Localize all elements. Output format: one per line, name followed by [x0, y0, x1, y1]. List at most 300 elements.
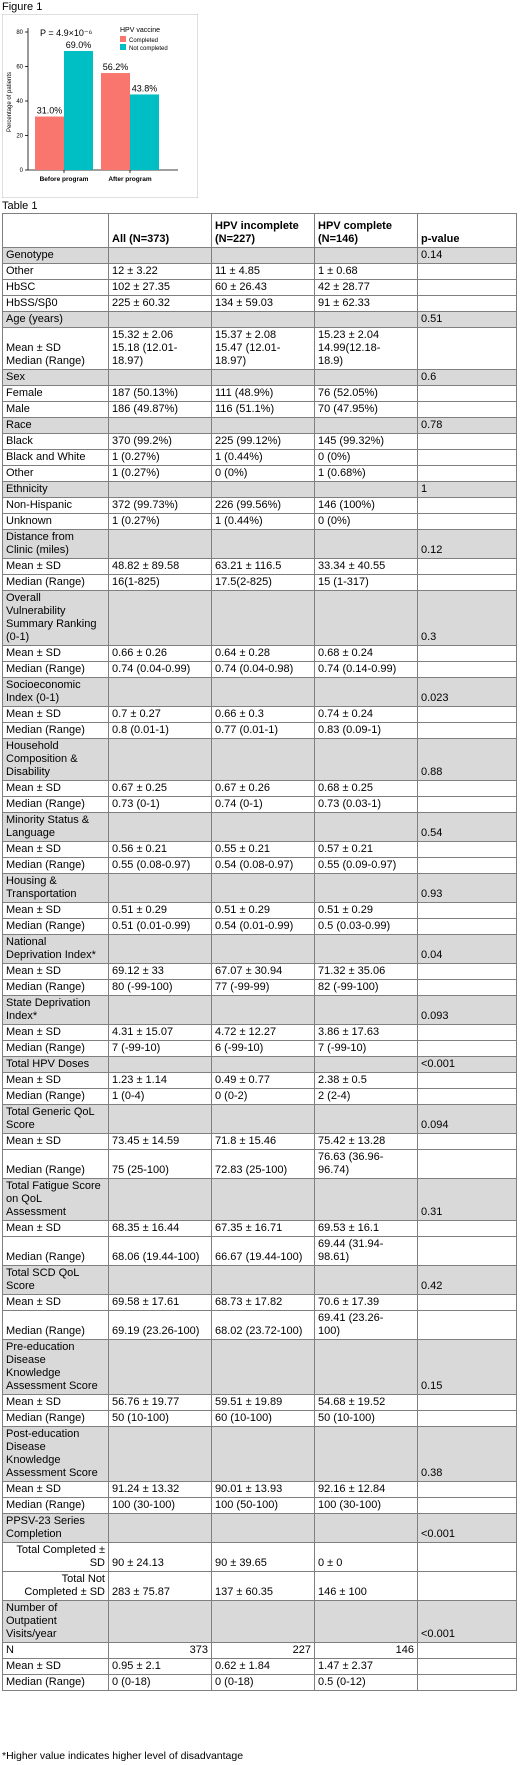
table-cell: 0.74 (0.14-0.99): [315, 662, 418, 678]
table-row: [3, 296, 517, 312]
table-cell: [109, 996, 212, 1025]
table-label: Table 1: [2, 200, 38, 212]
row-label: Overall Vulnerability Summary Ranking (0-1): [3, 591, 109, 646]
table-cell: 90 ± 39.65: [212, 1543, 315, 1572]
table-section-row: [3, 1105, 517, 1134]
row-label: Household Composition & Disability: [3, 739, 109, 781]
table-cell: 0.5 (0.03-0.99): [315, 919, 418, 935]
table-row: [3, 1675, 517, 1691]
p-value-cell: <0.001: [418, 1057, 517, 1073]
table-row: [3, 450, 517, 466]
y-tick-label: 60: [16, 64, 23, 71]
table-cell: 0.56 ± 0.21: [109, 842, 212, 858]
table-cell: [315, 591, 418, 646]
table-cell: [315, 935, 418, 964]
bar-data-label: 43.8%: [131, 83, 158, 94]
row-label: Post-education Disease Knowledge Assessment Score: [3, 1427, 109, 1482]
row-label: State Deprivation Index*: [3, 996, 109, 1025]
table-cell: 90.01 ± 13.93: [212, 1482, 315, 1498]
table-cell: 17.5(2-825): [212, 575, 315, 591]
table-cell: 0.95 ± 2.1: [109, 1659, 212, 1675]
p-value-cell: [418, 1134, 517, 1150]
table-cell: [109, 1601, 212, 1643]
table-cell: [109, 418, 212, 434]
table-cell: 0.77 (0.01-1): [212, 723, 315, 739]
row-label: Race: [3, 418, 109, 434]
table-cell: 0.73 (0.03-1): [315, 797, 418, 813]
row-label: Non-Hispanic: [3, 498, 109, 514]
p-value-cell: [418, 1411, 517, 1427]
table-cell: [109, 935, 212, 964]
row-label: Median (Range): [3, 980, 109, 996]
table-cell: 59.51 ± 19.89: [212, 1395, 315, 1411]
row-label: Genotype: [3, 248, 109, 264]
row-label: Sex: [3, 370, 109, 386]
row-label: Mean ± SD: [3, 1659, 109, 1675]
table-cell: 0 (0-18): [212, 1675, 315, 1691]
table-cell: [212, 1105, 315, 1134]
table-cell: [315, 739, 418, 781]
table-row: [3, 781, 517, 797]
table-cell: 92.16 ± 12.84: [315, 1482, 418, 1498]
p-value-cell: [418, 1643, 517, 1659]
table-cell: 0.73 (0-1): [109, 797, 212, 813]
table-cell: 0.74 ± 0.24: [315, 707, 418, 723]
table-cell: 0.66 ± 0.26: [109, 646, 212, 662]
row-label: Distance from Clinic (miles): [3, 530, 109, 559]
table-cell: 225 (99.12%): [212, 434, 315, 450]
table-cell: 0.51 (0.01-0.99): [109, 919, 212, 935]
table-cell: 69.41 (23.26- 100): [315, 1311, 418, 1340]
row-label: Black and White: [3, 450, 109, 466]
table-cell: [109, 530, 212, 559]
table-cell: [315, 678, 418, 707]
table-cell: 227: [212, 1643, 315, 1659]
table-cell: 80 (-99-100): [109, 980, 212, 996]
table-cell: 1.23 ± 1.14: [109, 1073, 212, 1089]
table-cell: [315, 482, 418, 498]
table-cell: 1 (0.27%): [109, 466, 212, 482]
table-cell: [109, 1427, 212, 1482]
legend-swatch-completed: [120, 36, 126, 42]
row-label: Number of Outpatient Visits/year: [3, 1601, 109, 1643]
table-cell: 50 (10-100): [315, 1411, 418, 1427]
p-value-cell: 0.88: [418, 739, 517, 781]
row-label: Socioeconomic Index (0-1): [3, 678, 109, 707]
p-value-cell: [418, 328, 517, 370]
table-cell: 1.47 ± 2.37: [315, 1659, 418, 1675]
p-value-cell: [418, 1675, 517, 1691]
table-section-row: [3, 482, 517, 498]
p-value-cell: [418, 723, 517, 739]
table-row: [3, 1311, 517, 1340]
table-cell: 0.51 ± 0.29: [315, 903, 418, 919]
table-cell: 82 (-99-100): [315, 980, 418, 996]
table-cell: 0.49 ± 0.77: [212, 1073, 315, 1089]
table-cell: 54.68 ± 19.52: [315, 1395, 418, 1411]
table-cell: [109, 1057, 212, 1073]
table-cell: 0.62 ± 1.84: [212, 1659, 315, 1675]
row-label: PPSV-23 Series Completion: [3, 1514, 109, 1543]
bar: [130, 94, 159, 170]
table-cell: 11 ± 4.85: [212, 264, 315, 280]
table-cell: [109, 739, 212, 781]
p-value-cell: [418, 662, 517, 678]
table-cell: 16(1-825): [109, 575, 212, 591]
p-value-cell: [418, 858, 517, 874]
table-cell: 67.35 ± 16.71: [212, 1221, 315, 1237]
p-value-cell: [418, 1482, 517, 1498]
row-label: Median (Range): [3, 1498, 109, 1514]
table-row: [3, 707, 517, 723]
chart-svg: [2, 14, 198, 198]
p-value-cell: 0.14: [418, 248, 517, 264]
table-cell: 90 ± 24.13: [109, 1543, 212, 1572]
figure-label: Figure 1: [2, 1, 43, 13]
table-row: [3, 858, 517, 874]
table-cell: [109, 1514, 212, 1543]
table-section-row: [3, 996, 517, 1025]
p-value-cell: [418, 1311, 517, 1340]
table-cell: 75.42 ± 13.28: [315, 1134, 418, 1150]
row-label: Male: [3, 402, 109, 418]
table-cell: 0.67 ± 0.26: [212, 781, 315, 797]
table-cell: 0.66 ± 0.3: [212, 707, 315, 723]
p-value-cell: [418, 980, 517, 996]
table-row: [3, 723, 517, 739]
p-value-cell: [418, 781, 517, 797]
table-cell: 0 (0-2): [212, 1089, 315, 1105]
row-label: Median (Range): [3, 1041, 109, 1057]
table-row: [3, 1134, 517, 1150]
table-cell: [315, 996, 418, 1025]
table-cell: 100 (30-100): [315, 1498, 418, 1514]
row-label: Mean ± SD: [3, 842, 109, 858]
y-tick-label: 80: [16, 30, 23, 36]
table-cell: 6 (-99-10): [212, 1041, 315, 1057]
row-label: Pre-education Disease Knowledge Assessment Score: [3, 1340, 109, 1395]
table-cell: [212, 1340, 315, 1395]
table-section-row: [3, 678, 517, 707]
table-row: [3, 498, 517, 514]
table-cell: 187 (50.13%): [109, 386, 212, 402]
row-label: Mean ± SD: [3, 1482, 109, 1498]
row-label: Total HPV Doses: [3, 1057, 109, 1073]
table-cell: [212, 530, 315, 559]
table-row: [3, 842, 517, 858]
table-cell: 91.24 ± 13.32: [109, 1482, 212, 1498]
table-cell: 0 (0%): [315, 514, 418, 530]
p-value-cell: 0.38: [418, 1427, 517, 1482]
table-cell: 2 (2-4): [315, 1089, 418, 1105]
table-section-row: [3, 874, 517, 903]
table-section-row: [3, 1179, 517, 1221]
table-cell: 15 (1-317): [315, 575, 418, 591]
table-cell: [315, 1057, 418, 1073]
p-value-cell: [418, 707, 517, 723]
table-row: [3, 1482, 517, 1498]
table-cell: [315, 418, 418, 434]
column-header: p-value: [418, 214, 517, 248]
p-value-cell: <0.001: [418, 1514, 517, 1543]
table-row: [3, 264, 517, 280]
row-label: Mean ± SD: [3, 903, 109, 919]
table-section-row: [3, 1057, 517, 1073]
table-cell: [212, 1601, 315, 1643]
row-label: National Deprivation Index*: [3, 935, 109, 964]
table-section-row: [3, 312, 517, 328]
table-row: [3, 386, 517, 402]
table-cell: [109, 312, 212, 328]
column-header: [3, 214, 109, 248]
table-row: [3, 1089, 517, 1105]
table-section-row: [3, 1514, 517, 1543]
table-row: [3, 434, 517, 450]
row-label: Total Fatigue Score on QoL Assessment: [3, 1179, 109, 1221]
p-value-cell: [418, 1221, 517, 1237]
table-cell: 370 (99.2%): [109, 434, 212, 450]
table-row: [3, 575, 517, 591]
table-cell: [315, 248, 418, 264]
y-tick-label: 40: [16, 99, 23, 105]
table-cell: 66.67 (19.44-100): [212, 1237, 315, 1266]
p-value-cell: [418, 575, 517, 591]
hpv-bar-chart: [2, 14, 198, 198]
row-label: N: [3, 1643, 109, 1659]
table-cell: [212, 1179, 315, 1221]
table-cell: 4.72 ± 12.27: [212, 1025, 315, 1041]
row-label: Total Not Completed ± SD: [3, 1572, 109, 1601]
table-row: [3, 280, 517, 296]
bar-data-label: 31.0%: [36, 105, 63, 116]
row-label: Median (Range): [3, 919, 109, 935]
p-value-cell: [418, 1572, 517, 1601]
table-cell: [212, 418, 315, 434]
p-value-cell: [418, 903, 517, 919]
p-value-cell: [418, 1659, 517, 1675]
table-row: [3, 1659, 517, 1675]
table-row: [3, 1295, 517, 1311]
p-value-cell: [418, 1073, 517, 1089]
table-cell: 71.32 ± 35.06: [315, 964, 418, 980]
table-cell: 69.58 ± 17.61: [109, 1295, 212, 1311]
table-section-row: [3, 813, 517, 842]
table-cell: [109, 370, 212, 386]
p-value-cell: [418, 498, 517, 514]
row-label: Mean ± SD: [3, 646, 109, 662]
table-cell: 0 (0%): [315, 450, 418, 466]
table-cell: 146: [315, 1643, 418, 1659]
table-cell: 0.67 ± 0.25: [109, 781, 212, 797]
table-row: [3, 797, 517, 813]
table-cell: 134 ± 59.03: [212, 296, 315, 312]
table-cell: 1 (0.27%): [109, 450, 212, 466]
table-cell: 226 (99.56%): [212, 498, 315, 514]
row-label: Mean ± SD: [3, 781, 109, 797]
table-row: [3, 1237, 517, 1266]
bar: [64, 51, 93, 170]
p-value-cell: [418, 797, 517, 813]
table-section-row: [3, 739, 517, 781]
table-row: [3, 919, 517, 935]
table-cell: 116 (51.1%): [212, 402, 315, 418]
table-cell: [109, 248, 212, 264]
table-cell: 60 ± 26.43: [212, 280, 315, 296]
table-cell: 7 (-99-10): [109, 1041, 212, 1057]
table-row: [3, 402, 517, 418]
row-label: Median (Range): [3, 858, 109, 874]
table-cell: 0.74 (0.04-0.99): [109, 662, 212, 678]
table-section-row: [3, 1601, 517, 1643]
table-cell: 77 (-99-99): [212, 980, 315, 996]
table-header-row: [3, 214, 517, 248]
row-label: Other: [3, 466, 109, 482]
table-cell: 225 ± 60.32: [109, 296, 212, 312]
p-value-cell: [418, 1498, 517, 1514]
row-label: Median (Range): [3, 662, 109, 678]
x-tick-label: After program: [108, 176, 152, 183]
table-cell: 76 (52.05%): [315, 386, 418, 402]
table-1: [2, 213, 517, 1691]
p-value-cell: [418, 1041, 517, 1057]
table-row: [3, 466, 517, 482]
table-row: [3, 328, 517, 370]
table-cell: 68.73 ± 17.82: [212, 1295, 315, 1311]
table-row: [3, 1073, 517, 1089]
row-label: Median (Range): [3, 1237, 109, 1266]
table-cell: 60 (10-100): [212, 1411, 315, 1427]
table-cell: 0.51 ± 0.29: [109, 903, 212, 919]
p-value-cell: 0.15: [418, 1340, 517, 1395]
table-cell: 146 ± 100: [315, 1572, 418, 1601]
row-label: Black: [3, 434, 109, 450]
p-value-cell: <0.001: [418, 1601, 517, 1643]
p-value-cell: [418, 1025, 517, 1041]
column-header: HPV incomplete (N=227): [212, 214, 315, 248]
row-label: Minority Status & Language: [3, 813, 109, 842]
table-cell: 137 ± 60.35: [212, 1572, 315, 1601]
table-cell: [315, 1514, 418, 1543]
table-cell: [315, 1179, 418, 1221]
table-cell: [315, 312, 418, 328]
table-cell: 373: [109, 1643, 212, 1659]
table-cell: 50 (10-100): [109, 1411, 212, 1427]
row-label: Mean ± SD: [3, 1395, 109, 1411]
legend-title: HPV vaccine: [120, 27, 161, 34]
p-value-cell: 0.04: [418, 935, 517, 964]
table-section-row: [3, 418, 517, 434]
p-value-cell: [418, 1150, 517, 1179]
p-value-cell: [418, 466, 517, 482]
table-cell: [212, 1514, 315, 1543]
row-label: Ethnicity: [3, 482, 109, 498]
table-row: [3, 964, 517, 980]
table-row: [3, 1221, 517, 1237]
table-cell: 145 (99.32%): [315, 434, 418, 450]
table-row: [3, 514, 517, 530]
table-cell: 1 (0-4): [109, 1089, 212, 1105]
row-label: Median (Range): [3, 1150, 109, 1179]
table-cell: 146 (100%): [315, 498, 418, 514]
table-cell: 63.21 ± 116.5: [212, 559, 315, 575]
table-cell: 0.68 ± 0.24: [315, 646, 418, 662]
p-value-cell: [418, 434, 517, 450]
table-cell: 68.06 (19.44-100): [109, 1237, 212, 1266]
row-label: Median (Range): [3, 723, 109, 739]
table-cell: [212, 1057, 315, 1073]
table-cell: 69.44 (31.94- 98.61): [315, 1237, 418, 1266]
table-cell: [315, 1340, 418, 1395]
p-value-cell: [418, 264, 517, 280]
p-value-cell: 0.42: [418, 1266, 517, 1295]
table-cell: [212, 1427, 315, 1482]
table-row: [3, 1572, 517, 1601]
table-cell: [109, 1340, 212, 1395]
table-cell: 0 (0%): [212, 466, 315, 482]
table-cell: 48.82 ± 89.58: [109, 559, 212, 575]
table-cell: [109, 591, 212, 646]
row-label: Mean ± SD Median (Range): [3, 328, 109, 370]
legend-swatch-not-completed: [120, 44, 126, 50]
table-cell: [109, 1266, 212, 1295]
table-cell: 73.45 ± 14.59: [109, 1134, 212, 1150]
table-cell: [212, 813, 315, 842]
table-cell: [212, 996, 315, 1025]
p-value-cell: [418, 1395, 517, 1411]
row-label: Mean ± SD: [3, 707, 109, 723]
p-value-cell: [418, 1295, 517, 1311]
row-label: Other: [3, 264, 109, 280]
table-cell: [315, 1266, 418, 1295]
p-value-cell: [418, 402, 517, 418]
p-value-cell: 0.54: [418, 813, 517, 842]
table-cell: [212, 1266, 315, 1295]
legend-label-completed: Completed: [129, 38, 159, 44]
table-cell: 68.35 ± 16.44: [109, 1221, 212, 1237]
table-cell: 69.53 ± 16.1: [315, 1221, 418, 1237]
table-cell: [315, 874, 418, 903]
table-cell: 1 ± 0.68: [315, 264, 418, 280]
table-cell: 0.55 ± 0.21: [212, 842, 315, 858]
table-cell: [212, 739, 315, 781]
p-value-cell: [418, 514, 517, 530]
row-label: Mean ± SD: [3, 964, 109, 980]
table-row: [3, 903, 517, 919]
table-cell: [315, 1601, 418, 1643]
table-cell: 42 ± 28.77: [315, 280, 418, 296]
table-cell: [109, 813, 212, 842]
table-cell: [212, 370, 315, 386]
p-value-cell: 1: [418, 482, 517, 498]
table-cell: 75 (25-100): [109, 1150, 212, 1179]
table-cell: 72.83 (25-100): [212, 1150, 315, 1179]
row-label: Mean ± SD: [3, 1295, 109, 1311]
p-value-cell: [418, 1237, 517, 1266]
row-label: Median (Range): [3, 575, 109, 591]
table-cell: [315, 813, 418, 842]
table-row: [3, 1025, 517, 1041]
table-row: [3, 980, 517, 996]
table-cell: 70 (47.95%): [315, 402, 418, 418]
table-cell: 7 (-99-10): [315, 1041, 418, 1057]
table-cell: [212, 678, 315, 707]
table-row: [3, 1498, 517, 1514]
column-header: HPV complete (N=146): [315, 214, 418, 248]
table-cell: 0.74 (0-1): [212, 797, 315, 813]
table-cell: 1 (0.44%): [212, 450, 315, 466]
y-axis-label: Percentage of patients: [7, 71, 13, 133]
p-value-cell: [418, 919, 517, 935]
